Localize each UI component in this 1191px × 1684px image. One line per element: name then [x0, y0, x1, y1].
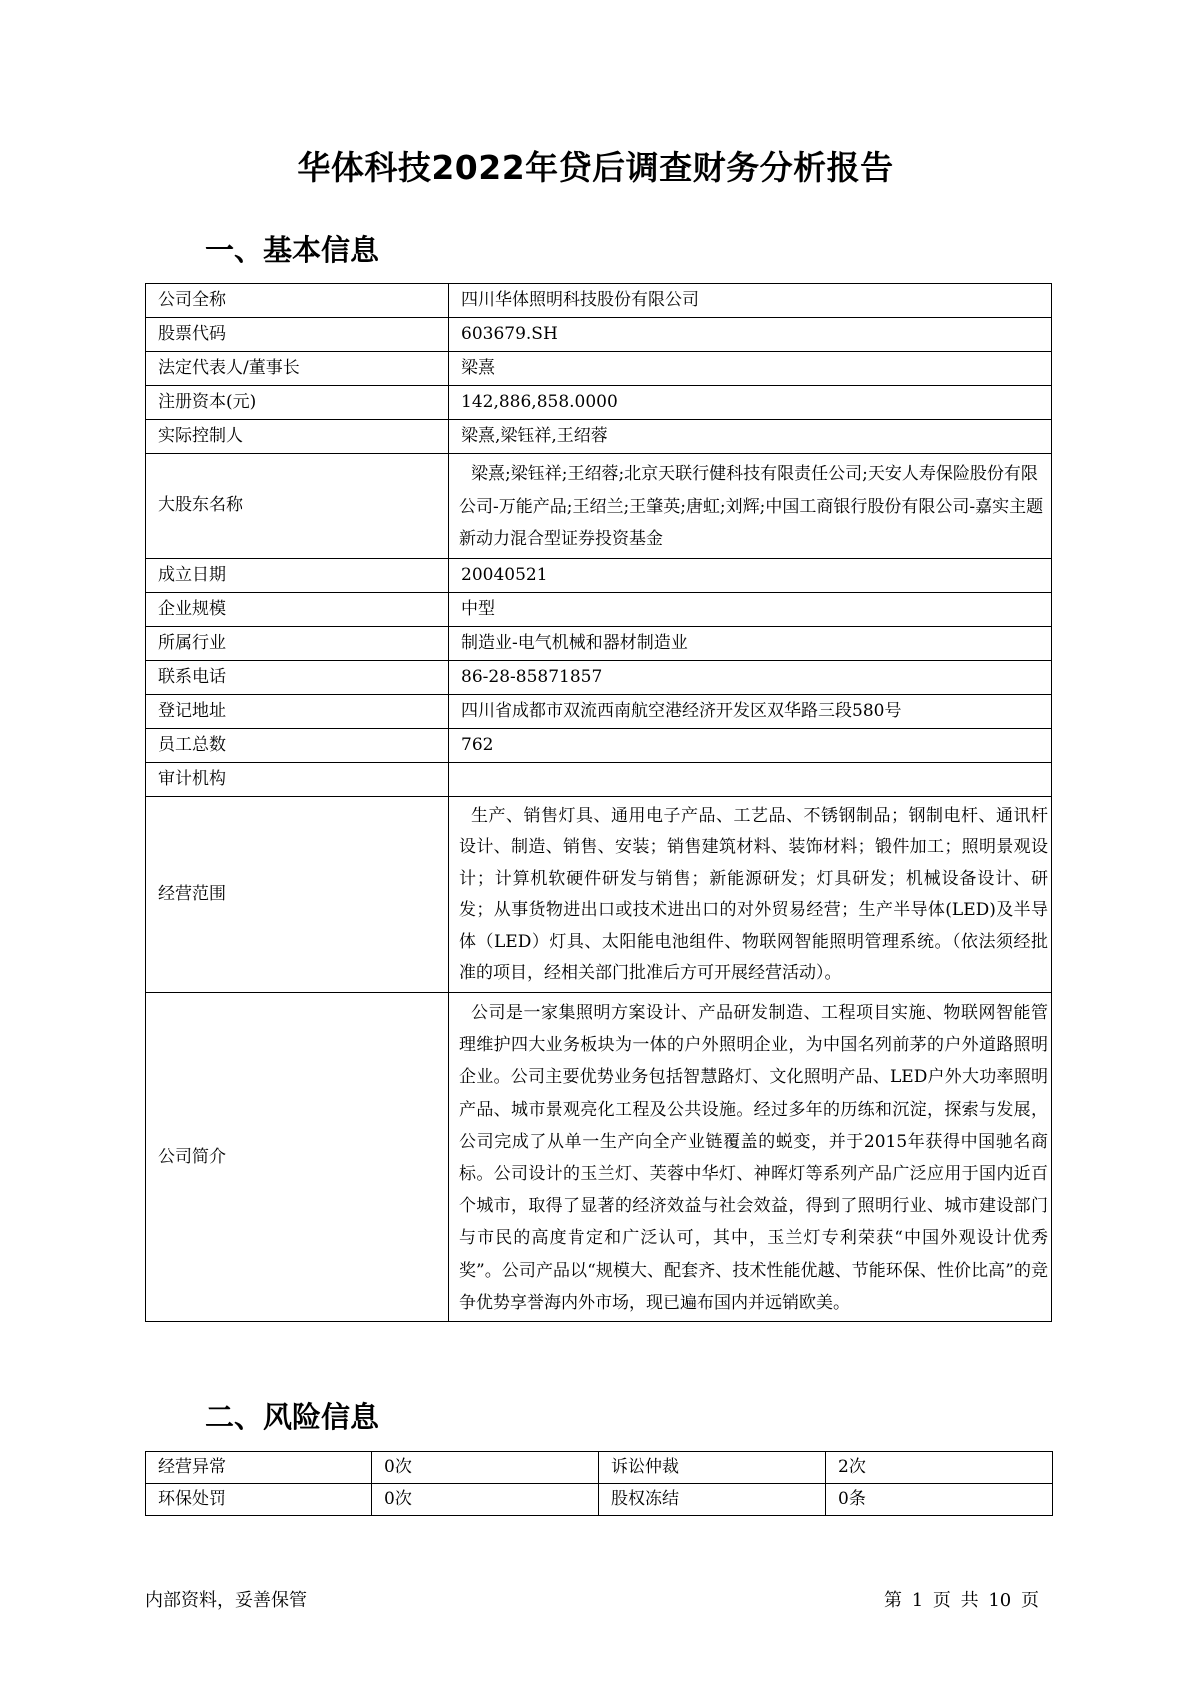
risk-label: 股权冻结 — [599, 1484, 826, 1516]
risk-value: 0条 — [826, 1484, 1053, 1516]
field-value: 制造业-电气机械和器材制造业 — [449, 626, 1052, 660]
risk-label: 经营异常 — [146, 1452, 372, 1484]
risk-value: 0次 — [372, 1452, 599, 1484]
field-label: 成立日期 — [146, 558, 449, 592]
field-value: 梁熹;梁钰祥;王绍蓉;北京天联行健科技有限责任公司;天安人寿保险股份有限公司-万能产品;王绍兰;王肇英;唐虹;刘辉;中国工商银行股份有限公司-嘉实主题新动力混合型证券投资基金 — [449, 454, 1052, 559]
field-value: 603679.SH — [449, 318, 1052, 352]
table-row — [146, 796, 1052, 993]
risk-label: 诉讼仲裁 — [599, 1452, 826, 1484]
risk-value: 2次 — [826, 1452, 1053, 1484]
footer-confidential-note: 内部资料，妥善保管 — [145, 1590, 307, 1611]
table-row — [146, 386, 1052, 420]
field-label: 公司全称 — [146, 284, 449, 318]
field-value: 四川华体照明科技股份有限公司 — [449, 284, 1052, 318]
table-row — [146, 454, 1052, 559]
field-label: 法定代表人/董事长 — [146, 352, 449, 386]
field-value: 20040521 — [449, 558, 1052, 592]
table-row — [146, 284, 1052, 318]
risk-value: 0次 — [372, 1484, 599, 1516]
footer-page-number: 第 1 页 共 10 页 — [884, 1590, 1039, 1611]
basic-info-table — [145, 283, 1052, 1322]
section-heading-risk-info: 二、风险信息 — [205, 1400, 380, 1434]
table-row — [146, 728, 1052, 762]
field-value — [449, 762, 1052, 796]
field-value: 四川省成都市双流西南航空港经济开发区双华路三段580号 — [449, 694, 1052, 728]
table-row — [146, 762, 1052, 796]
field-label: 股票代码 — [146, 318, 449, 352]
field-label: 企业规模 — [146, 592, 449, 626]
field-label: 大股东名称 — [146, 454, 449, 559]
risk-info-table — [145, 1451, 1053, 1516]
table-row — [146, 660, 1052, 694]
field-label: 所属行业 — [146, 626, 449, 660]
field-value: 86-28-85871857 — [449, 660, 1052, 694]
section-heading-basic-info: 一、基本信息 — [205, 233, 380, 267]
field-value: 公司是一家集照明方案设计、产品研发制造、工程项目实施、物联网智能管理维护四大业务板块为一体的户外照明企业，为中国名列前茅的户外道路照明企业。公司主要优势业务包括智慧路灯、文化照明产品、LED户外大功率照明产品、城市景观亮化工程及公共设施。经过多年的历练和沉淀，探索与发展，公司完成了从单一生产向全产业链覆盖的蜕变，并于2015年获得中国驰名商标。公司设计的玉兰灯、芙蓉中华灯、神晖灯等系列产品广泛应用于国内近百个城市，取得了显著的经济效益与社会效益，得到了照明行业、城市建设部门与市民的高度肯定和广泛认可，其中，玉兰灯专利荣获“中国外观设计优秀奖”。公司产品以“规模大、配套齐、技术性能优越、节能环保、性价比高”的竞争优势享誉海内外市场，现已遍布国内并远销欧美。 — [449, 993, 1052, 1322]
field-value: 中型 — [449, 592, 1052, 626]
table-row — [146, 592, 1052, 626]
field-label: 联系电话 — [146, 660, 449, 694]
field-value: 762 — [449, 728, 1052, 762]
risk-label: 环保处罚 — [146, 1484, 372, 1516]
field-label: 员工总数 — [146, 728, 449, 762]
table-row — [146, 1484, 1053, 1516]
field-label: 经营范围 — [146, 796, 449, 993]
table-row — [146, 626, 1052, 660]
field-value: 142,886,858.0000 — [449, 386, 1052, 420]
table-row — [146, 352, 1052, 386]
table-row — [146, 558, 1052, 592]
report-title: 华体科技2022年贷后调查财务分析报告 — [297, 148, 894, 187]
field-label: 实际控制人 — [146, 420, 449, 454]
field-label: 审计机构 — [146, 762, 449, 796]
table-row — [146, 420, 1052, 454]
field-value: 梁熹 — [449, 352, 1052, 386]
table-row — [146, 993, 1052, 1322]
field-value: 生产、销售灯具、通用电子产品、工艺品、不锈钢制品；钢制电杆、通讯杆设计、制造、销售、安装；销售建筑材料、装饰材料；锻件加工；照明景观设计；计算机软硬件研发与销售；新能源研发；灯具研发；机械设备设计、研发；从事货物进出口或技术进出口的对外贸易经营；生产半导体(LED)及半导体（LED）灯具、太阳能电池组件、物联网智能照明管理系统。（依法须经批准的项目，经相关部门批准后方可开展经营活动）。 — [449, 796, 1052, 993]
field-value: 梁熹,梁钰祥,王绍蓉 — [449, 420, 1052, 454]
table-row — [146, 1452, 1053, 1484]
table-row — [146, 318, 1052, 352]
field-label: 登记地址 — [146, 694, 449, 728]
field-label: 注册资本(元) — [146, 386, 449, 420]
table-row — [146, 694, 1052, 728]
field-label: 公司简介 — [146, 993, 449, 1322]
